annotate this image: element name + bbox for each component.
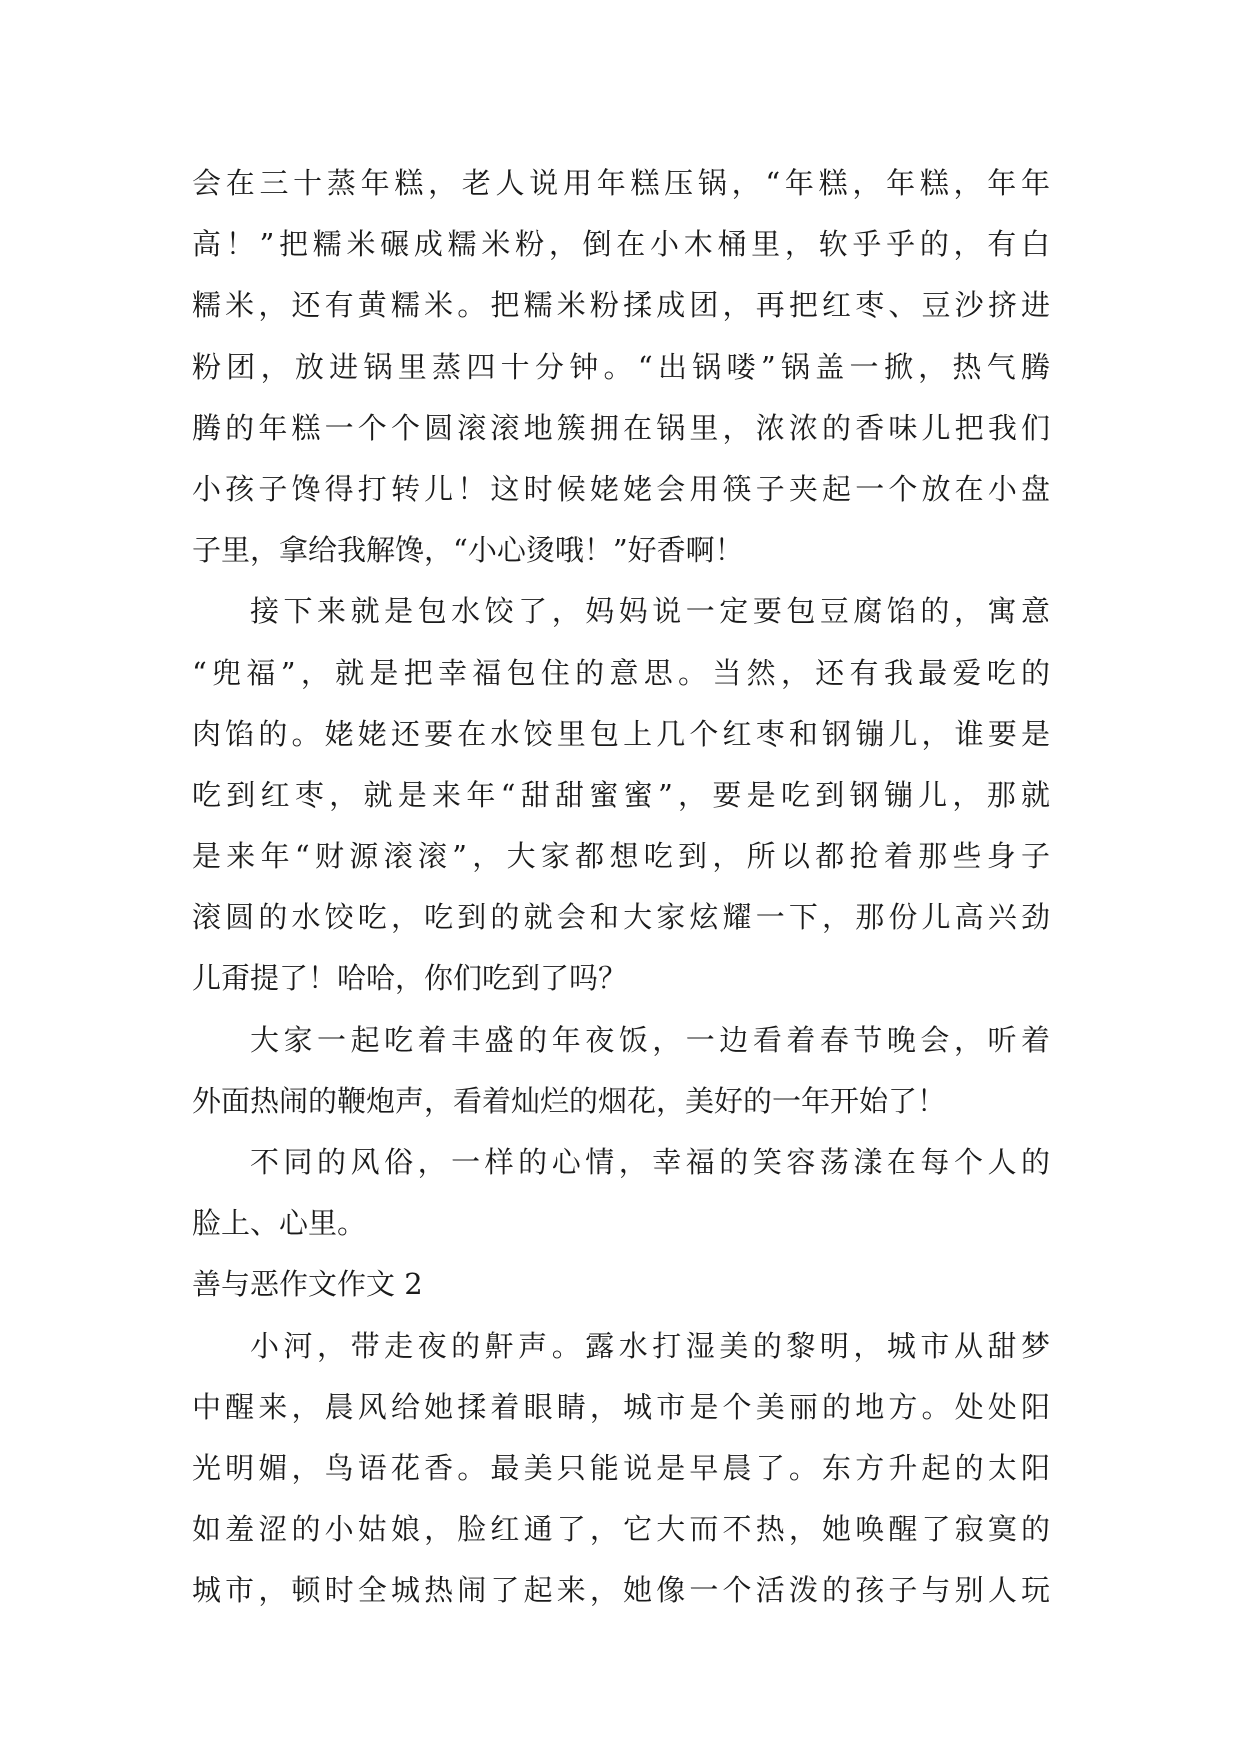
text-line: 糯米，还有黄糯米。把糯米粉揉成团，再把红枣、豆沙挤进 <box>192 288 1050 323</box>
text-line: 会在三十蒸年糕，老人说用年糕压锅，“年糕，年糕，年年 <box>192 166 1050 200</box>
text-line: 子里，拿给我解馋，“小心烫哦！”好香啊！ <box>192 533 744 568</box>
text-line: 肉馅的。姥姥还要在水饺里包上几个红枣和钢镚儿，谁要是 <box>192 716 1050 751</box>
text-line: 滚圆的水饺吃，吃到的就会和大家炫耀一下，那份儿高兴劲 <box>192 900 1050 935</box>
text-line: 中醒来，晨风给她揉着眼睛，城市是个美丽的地方。处处阳 <box>192 1389 1050 1424</box>
text-line: 高！”把糯米碾成糯米粉，倒在小木桶里，软乎乎的，有白 <box>192 227 1050 262</box>
paragraph-new-year-dinner <box>192 1010 1050 1132</box>
text-line: 不同的风俗，一样的心情，幸福的笑容荡漾在每个人的 <box>250 1145 1050 1179</box>
text-line: 大家一起吃着丰盛的年夜饭，一边看着春节晚会，听着 <box>250 1022 1050 1057</box>
text-line: 脸上、心里。 <box>192 1206 367 1241</box>
text-line: 城市，顿时全城热闹了起来，她像一个活泼的孩子与别人玩 <box>192 1573 1050 1608</box>
paragraph-city-morning <box>192 1316 1050 1622</box>
text-line: 如羞涩的小姑娘，脸红通了，它大而不热，她唤醒了寂寞的 <box>192 1512 1050 1547</box>
paragraph-dumplings <box>192 581 1050 1009</box>
text-line: 小河，带走夜的鼾声。露水打湿美的黎明，城市从甜梦 <box>250 1328 1050 1363</box>
text-line: 接下来就是包水饺了，妈妈说一定要包豆腐馅的，寓意 <box>250 594 1050 629</box>
text-line: “兜福”，就是把幸福包住的意思。当然，还有我最爱吃的 <box>192 655 1050 690</box>
text-line: 外面热闹的鞭炮声，看着灿烂的烟花，美好的一年开始了！ <box>192 1083 947 1118</box>
text-line: 腾的年糕一个个圆滚滚地簇拥在锅里，浓浓的香味儿把我们 <box>192 410 1050 445</box>
paragraph-closing <box>192 1132 1050 1254</box>
text-line: 吃到红枣，就是来年“甜甜蜜蜜”，要是吃到钢镚儿，那就 <box>192 777 1050 812</box>
paragraph-new-year-cake <box>192 153 1050 581</box>
text-line: 小孩子馋得打转儿！这时候姥姥会用筷子夹起一个放在小盘 <box>192 471 1050 506</box>
text-line: 光明媚，鸟语花香。最美只能说是早晨了。东方升起的太阳 <box>192 1450 1050 1485</box>
text-line: 是来年“财源滚滚”，大家都想吃到，所以都抢着那些身子 <box>192 839 1050 874</box>
text-line: 粉团，放进锅里蒸四十分钟。“出锅喽”锅盖一掀，热气腾 <box>192 349 1050 384</box>
text-line: 儿甭提了！哈哈，你们吃到了吗？ <box>192 961 628 996</box>
document-body <box>192 153 1050 1622</box>
section-title: 善与恶作文作文 2 <box>192 1267 423 1302</box>
